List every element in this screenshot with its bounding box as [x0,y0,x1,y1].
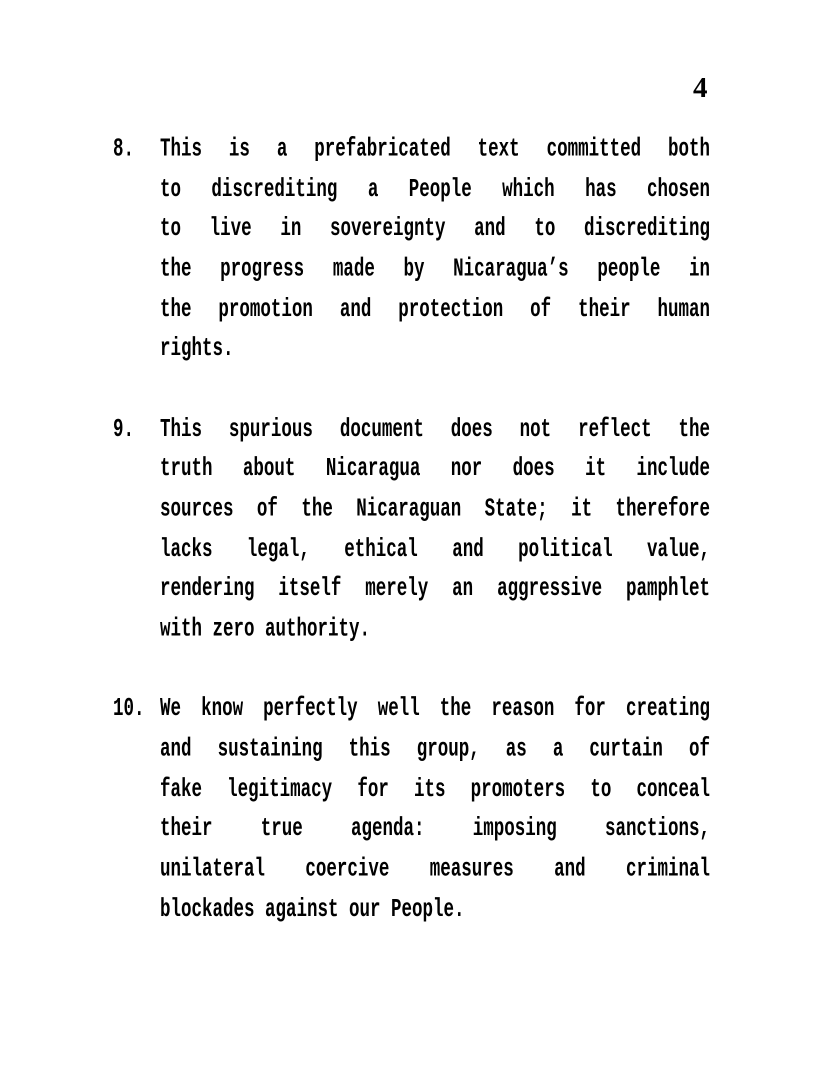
paragraph-line: unilateral coercive measures and criminal [160,854,710,885]
paragraph-line: the progress made by Nicaragua’s people in [160,254,710,285]
paragraph-line: to discrediting a People which has chosen [160,174,710,205]
paragraph-line: This spurious document does not reflect the [160,414,710,445]
list-number: 10. [113,694,145,725]
paragraph-line: to live in sovereignty and to discrediting [160,214,710,245]
paragraph-8 [113,130,710,370]
paragraph-text [160,690,710,930]
list-number: 8. [113,134,135,165]
paragraph-line: This is a prefabricated text committed both [160,134,710,165]
paragraph-line: fake legitimacy for its promoters to conceal [160,774,710,805]
paragraph-10 [113,690,710,930]
paragraph-line: the promotion and protection of their human [160,294,710,325]
paragraph-line: truth about Nicaragua nor does it include [160,454,710,485]
paragraph-line: lacks legal, ethical and political value, [160,534,710,565]
list-number: 9. [113,414,135,445]
paragraph-text [160,130,710,370]
paragraph-line: their true agenda: imposing sanctions, [160,814,710,845]
paragraph-9 [113,410,710,650]
paragraph-line: blockades against our People. [160,894,465,925]
paragraph-text [160,410,710,650]
paragraph-line: sources of the Nicaraguan State; it therefore [160,494,710,525]
document-body [113,130,710,930]
page-number: 4 [693,72,708,104]
paragraph-line: and sustaining this group, as a curtain of [160,734,710,765]
paragraph-line: We know perfectly well the reason for creating [160,694,710,725]
paragraph-line: rendering itself merely an aggressive pamphlet [160,574,710,605]
paragraph-line: with zero authority. [160,614,371,645]
paragraph-line: rights. [160,334,234,365]
